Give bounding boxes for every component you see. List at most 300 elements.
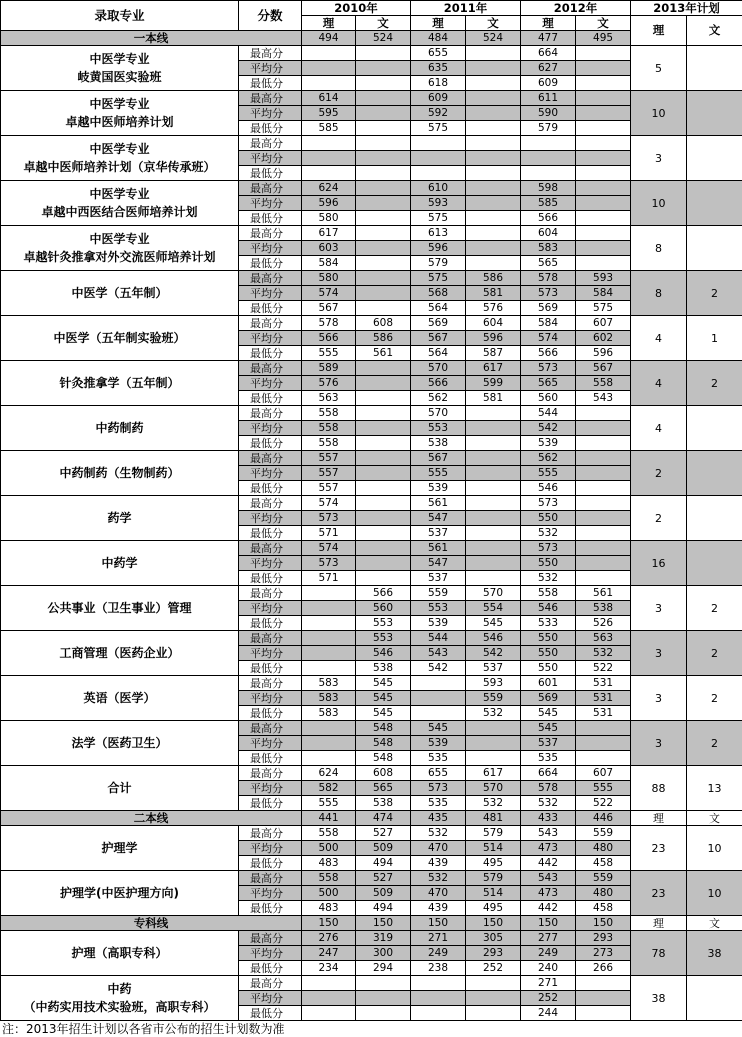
score-value: 578 [521,271,576,286]
major-name: 护理学(中医护理方向) [1,871,239,916]
plan-wen-value: 10 [687,826,742,871]
score-value: 539 [411,481,466,496]
score-value [466,121,521,136]
score-value [576,511,631,526]
score-category: 最高分 [239,631,302,646]
score-value [576,1006,631,1021]
score-value: 614 [302,91,356,106]
plan-li-value: 3 [631,136,687,181]
score-value: 664 [521,46,576,61]
plan-li-value: 3 [631,676,687,721]
score-category: 最高分 [239,406,302,421]
score-category: 平均分 [239,331,302,346]
score-value: 532 [411,871,466,886]
score-category: 最高分 [239,931,302,946]
plan-wen-value: 10 [687,871,742,916]
score-category: 最高分 [239,976,302,991]
score-value: 570 [411,406,466,421]
score-category: 平均分 [239,841,302,856]
score-value: 578 [302,316,356,331]
score-value: 470 [411,841,466,856]
header-li: 理 [411,16,466,31]
score-value: 535 [411,796,466,811]
score-value: 244 [521,1006,576,1021]
score-value: 617 [466,361,521,376]
score-value: 294 [356,961,411,976]
score-value: 553 [356,631,411,646]
score-value [356,496,411,511]
score-value [356,241,411,256]
score-value: 584 [521,316,576,331]
score-value: 617 [302,226,356,241]
plan-wen-value: 13 [687,766,742,811]
score-value: 574 [302,541,356,556]
tier-line-score: 474 [356,811,411,826]
score-value: 566 [411,376,466,391]
score-category: 最低分 [239,571,302,586]
major-name: 中药制药（生物制药） [1,451,239,496]
score-value: 585 [521,196,576,211]
score-value: 571 [302,526,356,541]
score-value [466,571,521,586]
score-category: 平均分 [239,196,302,211]
score-value [576,436,631,451]
score-value [356,406,411,421]
score-value [411,976,466,991]
score-value: 592 [411,106,466,121]
plan-wen-value: 2 [687,271,742,316]
plan-li-value: 3 [631,631,687,676]
score-value: 580 [302,211,356,226]
score-value: 590 [521,106,576,121]
score-value: 573 [302,556,356,571]
header-li: 理 [302,16,356,31]
score-category: 最高分 [239,586,302,601]
score-value: 561 [411,541,466,556]
score-row [1,676,742,691]
score-value: 545 [356,706,411,721]
score-value [356,436,411,451]
plan-wen-value: 1 [687,316,742,361]
plan-wen-value [687,976,742,1021]
plan-wen-value [687,91,742,136]
score-value: 548 [356,751,411,766]
score-value: 555 [521,466,576,481]
plan-wen-value: 2 [687,361,742,406]
score-value: 545 [356,691,411,706]
score-value [356,391,411,406]
plan-wen-value [687,541,742,586]
score-category: 最高分 [239,271,302,286]
score-value: 567 [302,301,356,316]
score-value: 557 [302,481,356,496]
score-value: 618 [411,76,466,91]
score-value: 439 [411,856,466,871]
score-value: 584 [302,256,356,271]
score-value: 542 [521,421,576,436]
plan-li-value: 4 [631,361,687,406]
score-value: 604 [521,226,576,241]
score-value: 567 [411,451,466,466]
score-value: 558 [576,376,631,391]
score-category: 平均分 [239,601,302,616]
score-value: 442 [521,856,576,871]
score-value: 595 [302,106,356,121]
plan-li-header: 理 [631,811,687,826]
score-value: 579 [411,256,466,271]
tier-line-score: 524 [466,31,521,46]
score-value: 276 [302,931,356,946]
header-year-2010: 2010年 [302,1,411,16]
score-value [411,706,466,721]
score-value: 550 [521,646,576,661]
score-value: 573 [521,286,576,301]
score-value: 249 [521,946,576,961]
score-value: 293 [576,931,631,946]
score-value [576,406,631,421]
plan-wen-value: 2 [687,676,742,721]
score-row [1,136,742,151]
score-value [356,196,411,211]
score-value: 514 [466,841,521,856]
score-value: 655 [411,46,466,61]
score-value: 559 [411,586,466,601]
score-value [466,256,521,271]
score-value [356,226,411,241]
score-value [356,481,411,496]
tier-name: 专科线 [1,916,302,931]
plan-li-value: 3 [631,586,687,631]
score-value: 271 [411,931,466,946]
score-value: 538 [576,601,631,616]
tier-line-score: 446 [576,811,631,826]
score-row [1,451,742,466]
score-value: 543 [521,826,576,841]
score-category: 最高分 [239,46,302,61]
score-category: 平均分 [239,646,302,661]
score-value [466,91,521,106]
header-year-2011: 2011年 [411,1,521,16]
score-value [576,226,631,241]
score-category: 最低分 [239,616,302,631]
score-value: 613 [411,226,466,241]
score-value [576,46,631,61]
score-category: 最高分 [239,871,302,886]
score-row [1,496,742,511]
score-value: 575 [411,271,466,286]
score-value [356,286,411,301]
score-value [302,151,356,166]
tier-line-score: 495 [576,31,631,46]
score-value: 583 [302,676,356,691]
score-category: 平均分 [239,556,302,571]
score-row [1,91,742,106]
score-row [1,976,742,991]
score-value: 609 [521,76,576,91]
score-category: 最低分 [239,211,302,226]
score-value: 560 [356,601,411,616]
score-value: 581 [466,391,521,406]
score-value [466,466,521,481]
score-value [466,181,521,196]
score-value [466,976,521,991]
score-category: 最高分 [239,91,302,106]
score-value: 558 [302,826,356,841]
major-name: 中医学专业 卓越中医师培养计划 [1,91,239,136]
score-value [356,526,411,541]
score-value: 458 [576,901,631,916]
score-value: 558 [302,406,356,421]
score-category: 最高分 [239,766,302,781]
score-value: 532 [466,706,521,721]
score-value: 539 [411,736,466,751]
plan-wen-value: 2 [687,631,742,676]
score-category: 平均分 [239,886,302,901]
plan-li-value: 10 [631,91,687,136]
score-value [356,991,411,1006]
score-value: 608 [356,316,411,331]
score-value: 581 [466,286,521,301]
score-value: 494 [356,856,411,871]
score-value [576,976,631,991]
score-value: 545 [521,706,576,721]
score-value [466,241,521,256]
score-category: 最低分 [239,751,302,766]
plan-wen-value [687,181,742,226]
score-value [576,256,631,271]
score-value: 580 [302,271,356,286]
score-category: 最低分 [239,706,302,721]
score-value: 562 [411,391,466,406]
score-value: 538 [356,661,411,676]
score-value [576,241,631,256]
score-value: 566 [356,586,411,601]
score-value [466,721,521,736]
header-plan-2013: 2013年计划 [631,1,742,16]
score-value [356,511,411,526]
score-value: 593 [466,676,521,691]
score-value: 582 [302,781,356,796]
score-value: 664 [521,766,576,781]
score-value: 565 [356,781,411,796]
score-value [356,451,411,466]
major-name: 中药制药 [1,406,239,451]
score-value: 527 [356,871,411,886]
score-category: 最低分 [239,76,302,91]
score-value: 526 [576,616,631,631]
score-value [411,1006,466,1021]
tier-row [1,811,742,826]
score-value: 537 [466,661,521,676]
tier-line-score: 150 [521,916,576,931]
plan-wen-value: 2 [687,721,742,766]
score-category: 平均分 [239,61,302,76]
score-value [576,451,631,466]
score-value: 532 [576,646,631,661]
score-value: 543 [521,871,576,886]
score-value [411,991,466,1006]
score-value: 542 [411,661,466,676]
score-value [466,1006,521,1021]
score-value [576,76,631,91]
score-value: 532 [411,826,466,841]
score-value: 555 [302,346,356,361]
score-value [466,226,521,241]
score-value: 586 [466,271,521,286]
major-name: 中医学（五年制实验班） [1,316,239,361]
header-wen: 文 [356,16,411,31]
footnote: 注：2013年招生计划以各省市公布的招生计划数为准 [2,1022,285,1036]
score-category: 最低分 [239,346,302,361]
score-value [302,61,356,76]
major-name: 中医学专业 卓越中医师培养计划（京华传承班） [1,136,239,181]
plan-li-value: 38 [631,976,687,1021]
score-value: 575 [411,211,466,226]
score-value [356,466,411,481]
header-plan-li: 理 [631,16,687,46]
score-value: 604 [466,316,521,331]
score-value: 585 [302,121,356,136]
score-value: 545 [411,721,466,736]
score-value: 579 [521,121,576,136]
score-row [1,826,742,841]
score-value: 550 [521,631,576,646]
score-value [356,556,411,571]
score-value: 587 [466,346,521,361]
score-value [576,571,631,586]
score-value [576,751,631,766]
score-value: 266 [576,961,631,976]
score-value: 601 [521,676,576,691]
score-value [356,136,411,151]
score-value: 300 [356,946,411,961]
score-value: 561 [411,496,466,511]
plan-li-value: 2 [631,451,687,496]
score-value: 535 [521,751,576,766]
score-category: 最高分 [239,181,302,196]
score-value: 532 [521,796,576,811]
score-value: 558 [302,421,356,436]
score-row [1,586,742,601]
score-value: 583 [302,706,356,721]
score-value: 607 [576,766,631,781]
plan-li-value: 88 [631,766,687,811]
score-value [302,46,356,61]
score-value: 546 [521,601,576,616]
score-value: 558 [521,586,576,601]
score-value [466,511,521,526]
score-value [466,436,521,451]
score-value: 573 [302,511,356,526]
score-category: 最低分 [239,526,302,541]
score-value: 550 [521,661,576,676]
score-value: 527 [356,826,411,841]
score-value: 574 [302,286,356,301]
score-category: 平均分 [239,781,302,796]
major-name: 法学（医药卫生） [1,721,239,766]
score-value [466,556,521,571]
score-value [302,616,356,631]
score-value [521,136,576,151]
score-value [576,526,631,541]
score-value: 495 [466,856,521,871]
score-category: 平均分 [239,241,302,256]
header-row-1 [1,1,742,16]
score-value: 563 [302,391,356,406]
score-value: 442 [521,901,576,916]
score-value: 553 [411,421,466,436]
score-value: 538 [411,436,466,451]
plan-li-value: 16 [631,541,687,586]
score-value: 570 [466,586,521,601]
score-row [1,226,742,241]
score-value [302,736,356,751]
score-value [466,736,521,751]
score-value [302,721,356,736]
score-value: 277 [521,931,576,946]
score-value [302,661,356,676]
score-value: 635 [411,61,466,76]
score-category: 最低分 [239,166,302,181]
major-name: 药学 [1,496,239,541]
score-value [466,421,521,436]
score-value: 559 [576,826,631,841]
tier-line-score: 477 [521,31,576,46]
score-value [356,376,411,391]
score-value: 483 [302,901,356,916]
plan-li-value: 2 [631,496,687,541]
tier-line-score: 150 [356,916,411,931]
score-category: 平均分 [239,466,302,481]
score-category: 平均分 [239,106,302,121]
score-value: 473 [521,841,576,856]
score-category: 最低分 [239,901,302,916]
score-value: 494 [356,901,411,916]
score-value: 252 [466,961,521,976]
score-value: 509 [356,841,411,856]
score-category: 平均分 [239,511,302,526]
score-value [302,976,356,991]
tier-line-score: 150 [466,916,521,931]
score-value: 470 [411,886,466,901]
score-value: 548 [356,736,411,751]
score-category: 平均分 [239,946,302,961]
major-name: 合计 [1,766,239,811]
score-value: 609 [411,91,466,106]
score-value: 531 [576,676,631,691]
score-value [466,481,521,496]
score-category: 最低分 [239,391,302,406]
score-value: 560 [521,391,576,406]
score-value [576,196,631,211]
score-value: 596 [466,331,521,346]
score-value [576,541,631,556]
score-value: 557 [302,451,356,466]
score-value: 583 [302,691,356,706]
score-category: 平均分 [239,991,302,1006]
score-value: 480 [576,841,631,856]
tier-name: 一本线 [1,31,302,46]
tier-name: 二本线 [1,811,302,826]
score-category: 平均分 [239,376,302,391]
score-value [356,301,411,316]
score-value [302,1006,356,1021]
score-value: 547 [411,511,466,526]
major-name: 中药学 [1,541,239,586]
score-value [356,121,411,136]
score-value [466,541,521,556]
score-value [356,1006,411,1021]
